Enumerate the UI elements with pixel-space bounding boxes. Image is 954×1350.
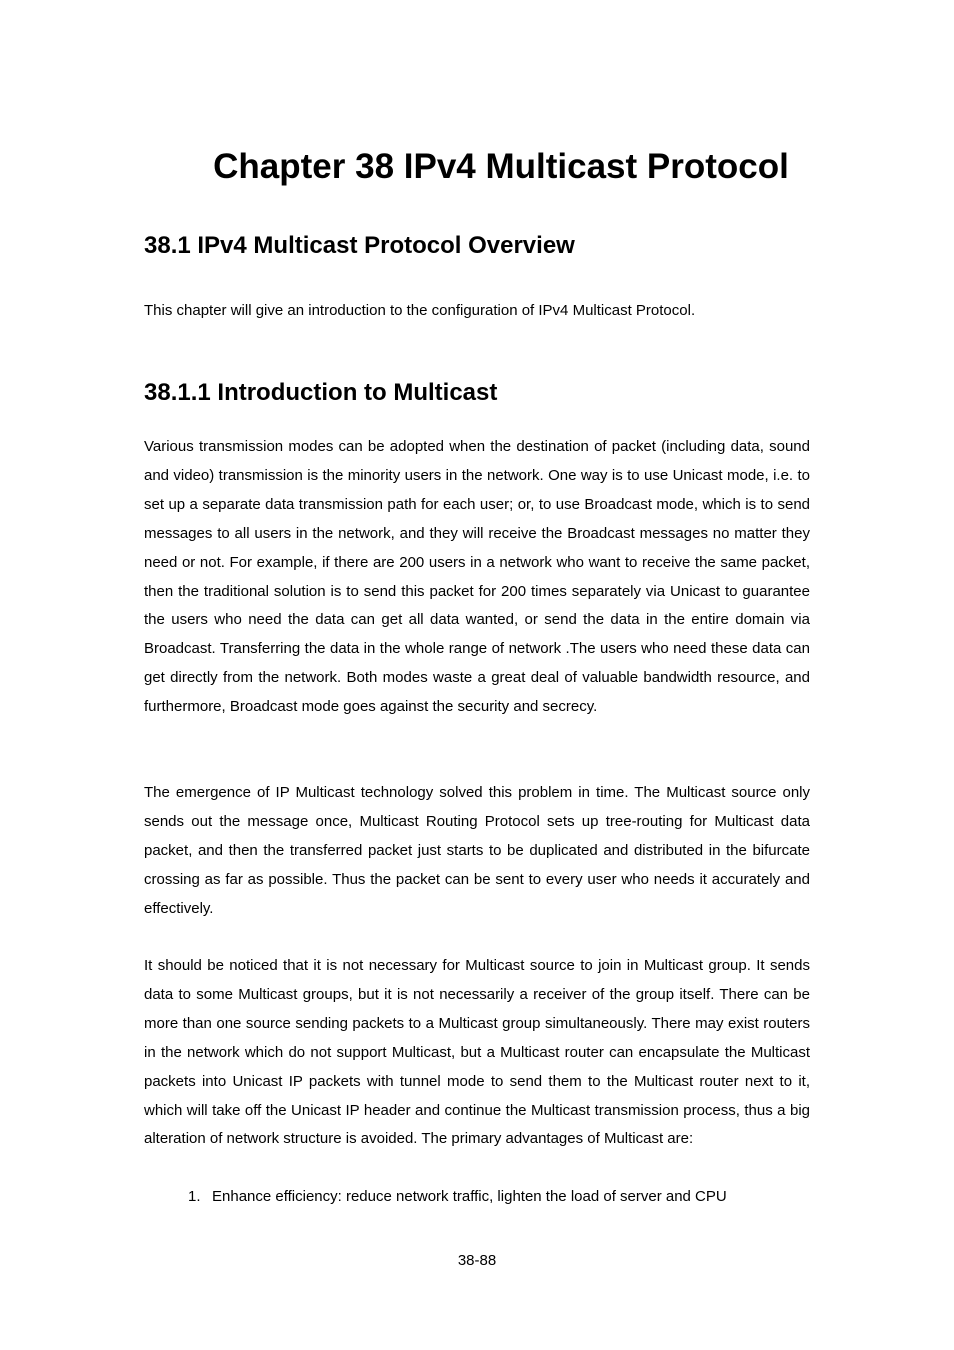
section-title: 38.1 IPv4 Multicast Protocol Overview (144, 232, 575, 259)
section-intro: This chapter will give an introduction to the configuration of IPv4 Multicast Protocol. (144, 302, 696, 319)
list-item-text: Enhance efficiency: reduce network traffic, lighten the load of server and CPU (212, 1188, 727, 1205)
list-item-number: 1. (188, 1188, 201, 1205)
chapter-title: Chapter 38 IPv4 Multicast Protocol (213, 147, 789, 186)
page-number: 38-88 (457, 1252, 497, 1269)
paragraph-ip-multicast-emergence: The emergence of IP Multicast technology solved this problem in time. The Multicast source only sends out the message once, Multicast Routing Protocol sets up tree-routing for Multicast data packet, and then the transferred packet just starts to be duplicated and distributed in the bifurcate crossing as far as possible. Thus the packet can be sent to every user who needs it accurately and effectively. (144, 784, 810, 917)
advantages-list (188, 1183, 810, 1212)
list-item (188, 1183, 810, 1212)
paragraph-multicast-source-notes: It should be noticed that it is not necessary for Multicast source to join in Multicast group. It sends data to some Multicast groups, but it is not necessarily a receiver of the group itself. There can be more than one source sending packets to a Multicast group simultaneously. There may exist routers in the network which do not support Multicast, but a Multicast router can encapsulate the Multicast packets into Unicast IP packets with tunnel mode to send them to the Multicast router next to it, which will take off the Unicast IP header and continue the Multicast transmission process, thus a big alteration of network structure is avoided. The primary advantages of Multicast are: (144, 957, 810, 1148)
paragraph-transmission-modes: Various transmission modes can be adopted when the destination of packet (including data, sound and video) transmission is the minority users in the network. One way is to use Unicast mode, i.e. to set up a separate data transmission path for each user; or, to use Broadcast mode, which is to send messages to all users in the network, and they will receive the Broadcast messages no matter they need or not. For example, if there are 200 users in a network who want to receive the same packet, then the traditional solution is to send this packet for 200 times separately via Unicast to guarantee the users who need the data can get all data wanted, or send the data in the entire domain via Broadcast. Transferring the data in the whole range of network .The users who need these data can get directly from the network. Both modes waste a great deal of valuable bandwidth resource, and furthermore, Broadcast mode goes against the security and secrecy. (144, 438, 810, 716)
subsection-title: 38.1.1 Introduction to Multicast (144, 379, 498, 406)
